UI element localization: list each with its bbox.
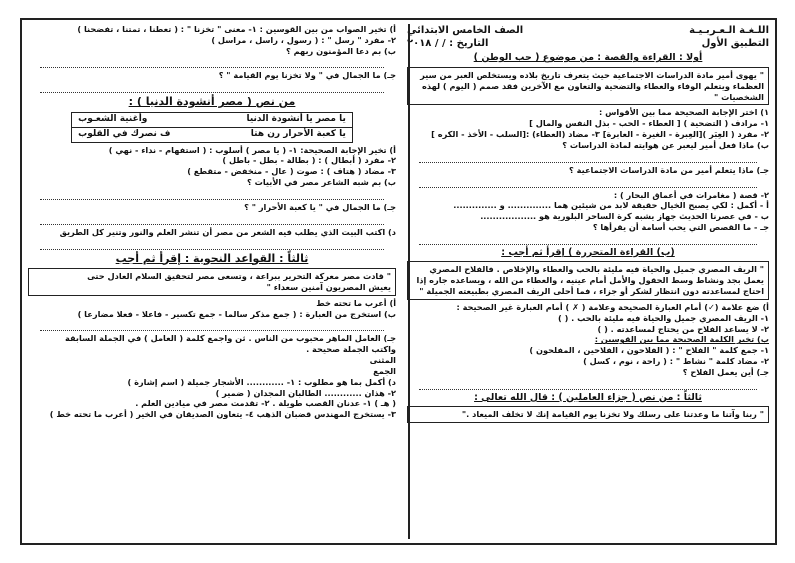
date-field: التاريخ : / / ٢٠١٨ [407,38,489,50]
poem-line-1-first: يا مصر يا أنشودة الدنيا [246,113,346,124]
answer-line[interactable] [419,235,757,245]
verse-q-j: جـ) ما الجمال في " ولا تخزنا يوم القيامة " ؟ [218,70,396,81]
grammar-q-d2: ٢- هذان ............ الطالبان المجدان ( ضمير ) [215,387,396,398]
choose-word-head: ب) تخير الكلمة الصحيحة مما بين القوسين : [594,334,769,345]
poem-line-1 [72,113,352,128]
poem-line-2-second: ف نصرك في القلوب [78,128,171,139]
answer-line[interactable] [419,178,757,188]
grammar-q-j: جـ) العامل الماهر محبوب من الناس . ثن واجمع كلمة ( العامل ) في الجملة السابقة [65,333,396,344]
grammar-passage-line-2: يعيش المصريون آمنين سعداء " [266,281,391,292]
grammar-q-j2: واكتب الجملة صحيحة . [306,344,396,355]
grammar-q-b: ب) استخرج من العبارة : ( جمع مذكر سالما - جمع تكسير - فاعلا - فعلا مضارعا ) [77,308,396,319]
poem-title: من نص ( مصر أنشودة الدنيا ) : [128,95,296,109]
grammar-passage [28,268,396,296]
poem-q-a: أ) تخير الإجابة الصحيحة: ١- ( يا مصر ) أسلوب : ( استفهام - نداء - نهي ) [108,144,396,155]
plural-label: الجمع [373,365,396,376]
reading-passage: " يهوى أمير مادة الدراسات الاجتماعية حيث يتعرف تاريخ بلاده ويستخلص العبر من سير العظماء ويتعلم الوفاء والعطاء والتضحية والتعاون مع الآخرين فقد صمم ( اليوم ) لهذه الشخصيات " [407,67,769,105]
question-j: جـ) ماذا يتعلم أمير من مادة الدراسات الاجتماعية ؟ [569,164,769,175]
answer-line[interactable] [40,240,384,250]
story-q-a: أ - أكمل : لكي يصبح الخيال حقيقة لابد من شيئين هما .............. و .............. [453,200,769,211]
tick-question-head: أ) ضع علامة (✓) أمام العبارة الصحيحة وعلامة ( ✗ ) أمام العبارة غير الصحيحة : [456,301,769,312]
answer-line[interactable] [40,215,384,225]
grammar-q-d: د) أكمل بما هو مطلوب : ١- ............ الأشجار جميلة ( اسم إشارة ) [127,376,396,387]
grammar-q-h2: ٣- يستخرج المهندس قضبان الذهب ٤- يتعاون الصديقان في الخير ( أعرب ما تحته خط ) [49,409,396,420]
answer-line[interactable] [40,58,384,68]
question-choose-2: ٢- مفرد ( العِبَر )[العِبرة - الغيرة - العابرة] ٣- مضاد (العطاء) :[السلب - الأخذ - الكره ] [431,129,769,140]
story-q-b: ب - في عصرنا الحديث جهاز يشبه كرة الساحر البلورية هو .................. [480,211,769,222]
poem-q-b: ب) بم شبه الشاعر مصر في الأبيات ؟ [247,177,396,188]
column-divider [408,24,410,539]
choose-word-2: ٢- مضاد كلمة " نشاط " : ( راحة ، نوم ، كسل ) [583,356,769,366]
dual-label: المثنى [369,355,396,366]
exercise-title: التطبيق الأول [701,38,769,50]
poem-q-a2: ٢- مفرد ( أبطال ) : ( بطالة - بطل - باطل ) [222,155,396,166]
left-column [28,24,396,539]
grade-title: الصف الخامس الابتدائي [407,25,524,36]
header-bottom [407,37,769,50]
grammar-q-a: أ) أعرب ما تحته خط [316,297,396,308]
free-reading-passage: " الريف المصري جميل والحياة فيه مليئة بالحب والعطاء والإخلاص . فالفلاح المصري يعمل بجد ونشاط وسط الحقول والأمل أمام عينيه ، والعطاء من الله ، ويساعده جاره إذا احتاج لمساعدته دون انتظار لشكر أو جزاء ، فما أحلى الريف المصري بطبيعته الجميلة " [407,261,769,299]
section-one-title: أولا : القراءة والقصة : من موضوع ( حب الوطن ) [473,52,703,64]
verse-q-b: ب) بم دعا المؤمنون ربهم ؟ [286,45,396,56]
section-three-title: ثالثاً : من نص ( جزاء العاملين ) : قال الله تعالى : [474,391,702,403]
grammar-q-h: ( هـ ) ١- عدنان القصب طويلة . ٢- تقدمت مصر في ميادين العلم . [135,398,396,409]
section-two-title: (ب) القراءة المتحررة ) إقرأ ثم أجب : [501,246,675,258]
poem-q-j: جـ) ما الجمال في " يا كعبة الأحرار " ؟ [244,201,396,212]
poem-box [71,112,353,143]
right-column [407,24,769,539]
subject-title: اللـغـة الـعـربـيـة [689,25,769,36]
answer-line[interactable] [40,83,384,93]
poem-q-a3: ٣- مضاد ( هتاف ) : صوت ( عال - منخفض - متقطع ) [187,166,396,177]
tick-question-1: ١- الريف المصري جميل والحياة فيه مليئة بالحب . ( ) [557,312,769,323]
question-b: ب) ماذا فعل أمير ليعبر عن هوايته لمادة الدراسات ؟ [562,139,769,150]
poem-q-d: د) اكتب البيت الذي يطلب فيه الشعر من مصر أن تنشر العلم والنور وتنير كل الطريق [59,226,396,237]
poem-line-2-first: يا كعبة الأحرار رن هتا [250,128,346,139]
poem-line-1-second: وأغنية الشعـوب [78,113,148,124]
answer-line[interactable] [40,190,384,200]
story-q-j: جـ - ما القصص التي يحب أسامة أن يقرأها ؟ [592,222,769,233]
story-head: ٢- قصة ( مغامرات في أعماق البحار ) : [613,189,769,200]
poem-line-2 [72,128,352,142]
question-choose-head: ١) اختر الإجابة الصحيحة مما بين الأقواس : [598,107,769,118]
verse-box: " ربنا وآتنا ما وعدتنا على رسلك ولا تخزنا يوم القيامة إنك لا تخلف الميعاد ." [407,406,769,423]
worksheet-page [20,18,777,545]
answer-line[interactable] [419,153,757,163]
where-farmer-question: جـ) أين يعمل الفلاح ؟ [682,366,769,377]
grammar-passage-line-1: " قادت مصر معركة التحرير ببراعة ، وتسعى مصر لتحقيق السلام العادل حتى [87,271,391,282]
header-top [407,24,769,37]
grammar-title: ثالثاً : القواعد النحوية : إقرأ ثم أجب [115,251,309,265]
question-choose-1: ١- مرادف ( التضحية ) [ العطاء - الحب - بذل النفس والمال ] [529,118,769,129]
tick-question-2: ٢- لا يساعد الفلاح من يحتاج لمساعدته . ( ) [597,323,769,334]
verse-q-a2: ٢- مفرد " رسل " : ( رسول ، راسل ، مراسل ) [211,34,396,45]
choose-word-1: ١- جمع كلمة " الفلاح " : ( الفلاحون ، الفلاحين ، المفلحون ) [529,345,769,356]
answer-line[interactable] [40,321,384,331]
verse-q-a: أ) تخير الصواب من بين القوسين : ١- معنى " تخزنا " : ( تعطنا ، تمتنا ، تفضحنا ) [77,24,396,34]
answer-line[interactable] [419,380,757,390]
